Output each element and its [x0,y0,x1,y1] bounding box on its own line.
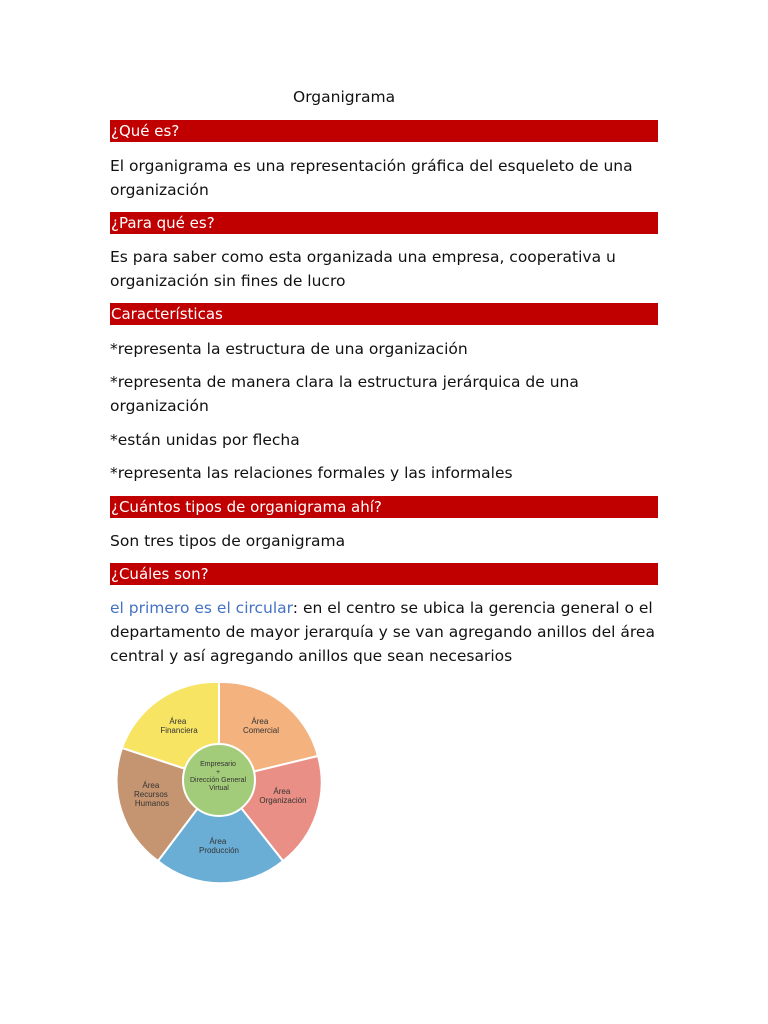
cuales-text [110,596,670,668]
heading-para-que: ¿Para qué es? [110,212,658,234]
caracteristica-item: *representa las relaciones formales y las informales [110,464,513,482]
cuantos-text: Son tres tipos de organigrama [110,532,346,550]
center-label: Empresario + Dirección General Virtual [190,761,247,792]
heading-cuantos: ¿Cuántos tipos de organigrama ahí? [110,496,658,518]
segment-comercial-label: Área Comercial [242,717,280,735]
caracteristica-item: *representa de manera clara la estructura jerárquica de una organización [110,373,579,415]
segment-organizacion-label: Área Organización [259,787,307,805]
segment-recursos-label: Área Recursos Humanos [133,781,170,808]
heading-caracteristicas: Características [110,303,658,325]
page-title: Organigrama [293,88,396,106]
caracteristica-item: *están unidas por flecha [110,431,300,449]
segment-financiera-label: Área Financiera [160,717,198,735]
heading-cuales: ¿Cuáles son? [110,563,658,585]
para-que-text: Es para saber como esta organizada una empresa, cooperativa u organización sin fines de lucro [110,248,616,290]
circular-highlight-text: el primero es el circular [110,599,293,617]
que-es-text: El organigrama es una representación gráfica del esqueleto de una organización [110,157,633,199]
heading-que-es: ¿Qué es? [110,120,658,142]
circular-organigram-diagram [108,676,338,896]
segment-produccion-label: Área Producción [198,837,240,855]
cuales-body-text: : en el centro se ubica la gerencia general o el departamento de mayor jerarquía y se van agregando anillos del área central y así agregando anillos que sean necesarios [110,599,655,665]
caracteristica-item: *representa la estructura de una organización [110,340,468,358]
